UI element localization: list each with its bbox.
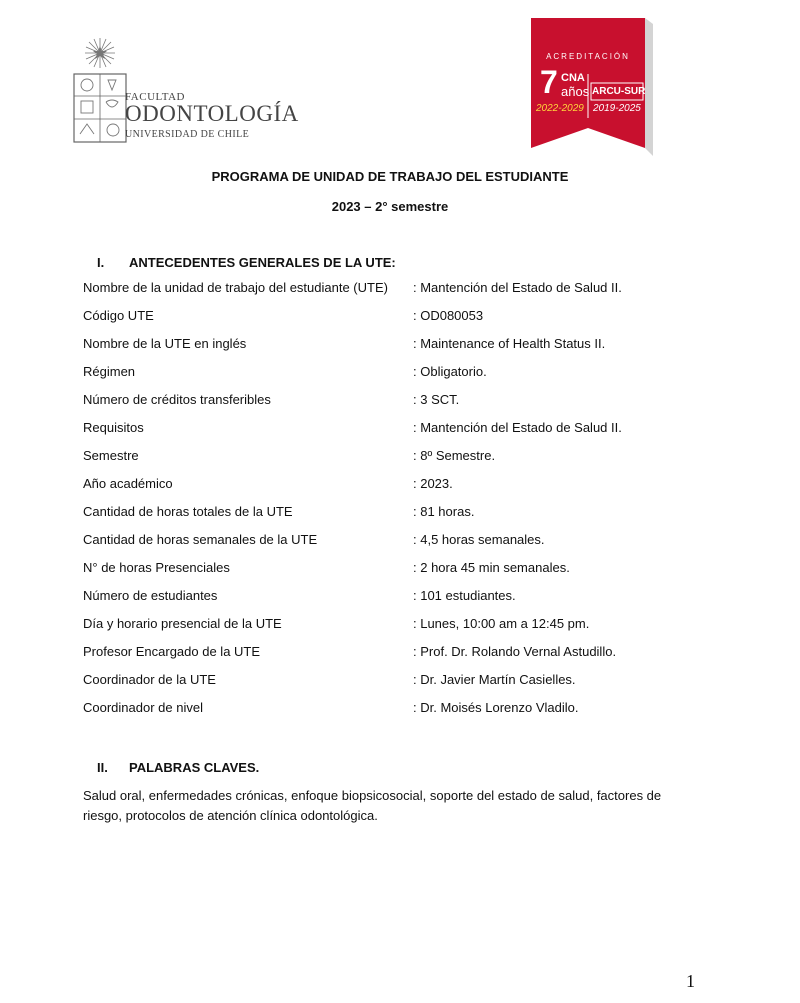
info-label: Código UTE [83, 308, 154, 323]
info-value: : Dr. Javier Martín Casielles. [413, 672, 576, 687]
info-value: : Maintenance of Health Status II. [413, 336, 606, 351]
logo-university-name: UNIVERSIDAD DE CHILE [125, 129, 250, 140]
info-value: : Prof. Dr. Rolando Vernal Astudillo. [413, 644, 617, 659]
info-value: : 2023. [413, 476, 453, 491]
logo-faculty-name: ODONTOLOGÍA [125, 101, 299, 126]
info-label: Nombre de la unidad de trabajo del estudiante (UTE) [83, 280, 388, 295]
info-value: : 81 horas. [413, 504, 475, 519]
info-value: : 101 estudiantes. [413, 588, 516, 603]
document-title: PROGRAMA DE UNIDAD DE TRABAJO DEL ESTUDIANTE [211, 169, 569, 184]
accreditation-years-number: 7 [540, 64, 558, 100]
info-label: Día y horario presencial de la UTE [83, 616, 282, 631]
info-value: : 3 SCT. [413, 392, 460, 407]
info-label: Semestre [83, 448, 139, 463]
accreditation-title: ACREDITACIÓN [546, 52, 630, 61]
info-label: Número de créditos transferibles [83, 392, 271, 407]
info-label: Coordinador de nivel [83, 700, 203, 715]
info-label: Nombre de la UTE en inglés [83, 336, 247, 351]
accreditation-cna: CNA [561, 72, 585, 84]
info-value: : Obligatorio. [413, 364, 487, 379]
accreditation-arcu-period: 2019-2025 [593, 103, 641, 114]
logo-faculty-label: FACULTAD [125, 91, 185, 103]
info-label: Profesor Encargado de la UTE [83, 644, 261, 659]
section-2-number: II. [97, 760, 108, 775]
document-subtitle: 2023 – 2° semestre [331, 199, 449, 214]
info-label: Coordinador de la UTE [83, 672, 216, 687]
info-label: Cantidad de horas totales de la UTE [83, 504, 293, 519]
info-value: : 8º Semestre. [413, 448, 496, 463]
info-value: : Mantención del Estado de Salud II. [413, 280, 622, 295]
info-label: N° de horas Presenciales [83, 560, 230, 575]
section-1-heading [97, 255, 396, 270]
section-1-number: I. [97, 255, 105, 270]
keywords-paragraph: Salud oral, enfermedades crónicas, enfoque biopsicosocial, soporte del estado de salud, factores de riesgo, protocolos de atención clínica odontológica. [83, 788, 662, 823]
accreditation-arcu: ARCU-SUR [592, 86, 646, 97]
accreditation-years-word: años [561, 84, 590, 99]
page-number: 1 [686, 971, 695, 991]
info-label: Año académico [83, 476, 173, 491]
university-crest-icon [70, 36, 130, 146]
info-value: : 2 hora 45 min semanales. [413, 560, 570, 575]
accreditation-ribbon [531, 18, 653, 158]
info-label: Requisitos [83, 420, 144, 435]
info-label: Cantidad de horas semanales de la UTE [83, 532, 318, 547]
info-label: Régimen [83, 364, 136, 379]
info-value: : OD080053 [413, 308, 484, 323]
section-2-heading [97, 760, 259, 775]
info-label: Número de estudiantes [83, 588, 218, 603]
section-2-title: PALABRAS CLAVES. [129, 760, 260, 775]
info-value: : 4,5 horas semanales. [413, 532, 545, 547]
info-value: : Lunes, 10:00 am a 12:45 pm. [413, 616, 590, 631]
section-1-title: ANTECEDENTES GENERALES DE LA UTE: [129, 255, 396, 270]
info-value: : Mantención del Estado de Salud II. [413, 420, 622, 435]
accreditation-cna-period: 2022-2029 [536, 103, 584, 114]
faculty-logo [70, 36, 299, 146]
info-value: : Dr. Moisés Lorenzo Vladilo. [413, 700, 579, 715]
